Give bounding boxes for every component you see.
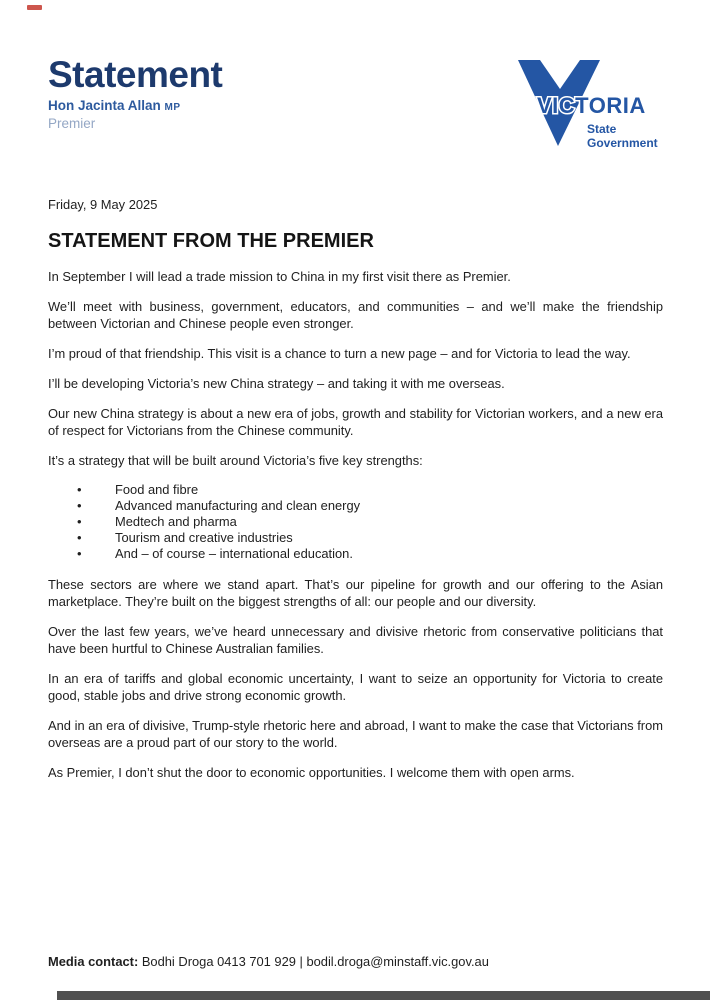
list-item: • Tourism and creative industries (48, 530, 663, 546)
paragraph: These sectors are where we stand apart. That’s our pipeline for growth and our offering to the Asian marketplace. They’re built on the biggest strengths of all: our people and our diversity. (48, 577, 663, 609)
list-item: • Food and fibre (48, 482, 663, 498)
logo-government-text: Government (587, 136, 658, 150)
paragraph: I’ll be developing Victoria’s new China strategy – and taking it with me overseas. (48, 376, 505, 391)
scan-artifact-bottom-bar (57, 991, 710, 1000)
paragraph: And in an era of divisive, Trump-style rhetoric here and abroad, I want to make the case that Victorians from overseas are a proud part of our story to the world. (48, 718, 663, 750)
paragraph: It’s a strategy that will be built around Victoria’s five key strengths: (48, 453, 423, 468)
minister-role: Premier (48, 116, 96, 131)
minister-name (48, 98, 222, 116)
statement-body (48, 196, 663, 794)
paragraph: Our new China strategy is about a new era of jobs, growth and stability for Victorian workers, and a new era of respect for Victorians from the Chinese community. (48, 406, 663, 438)
masthead (48, 56, 222, 132)
paragraph: I’m proud of that friendship. This visit is a chance to turn a new page – and for Victoria to lead the way. (48, 346, 631, 361)
list-item: • Medtech and pharma (48, 514, 663, 530)
minister-mp-suffix: MP (164, 102, 181, 113)
media-contact-line (48, 953, 663, 970)
minister-name-text: Hon Jacinta Allan (48, 98, 165, 113)
logo-state-text: State (587, 122, 617, 136)
logo-wordmark: VICTORIA (537, 93, 646, 118)
statement-heading: STATEMENT FROM THE PREMIER (48, 230, 374, 252)
paragraph: As Premier, I don’t shut the door to economic opportunities. I welcome them with open arms. (48, 765, 575, 780)
victoria-triangle-icon (513, 56, 668, 151)
paragraph: In an era of tariffs and global economic uncertainty, I want to seize an opportunity for Victoria to create good, stable jobs and drive strong economic growth. (48, 671, 663, 703)
media-contact-label: Media contact: (48, 954, 139, 969)
key-strengths-list (48, 482, 663, 562)
scan-artifact-red-mark (27, 5, 42, 10)
victoria-state-government-logo (513, 56, 668, 151)
masthead-title: Statement (48, 54, 223, 95)
paragraph: In September I will lead a trade mission to China in my first visit there as Premier. (48, 269, 511, 284)
paragraph: We’ll meet with business, government, educators, and communities – and we’ll make the friendship between Victorian and Chinese people even stronger. (48, 299, 663, 331)
list-item: • And – of course – international education. (48, 546, 663, 562)
paragraph: Over the last few years, we’ve heard unnecessary and divisive rhetoric from conservative politicians that have been hurtful to Chinese Australian families. (48, 624, 663, 656)
date-line: Friday, 9 May 2025 (48, 197, 158, 212)
media-contact-value: Bodhi Droga 0413 701 929 | bodil.droga@minstaff.vic.gov.au (138, 954, 489, 969)
list-item: • Advanced manufacturing and clean energy (48, 498, 663, 514)
